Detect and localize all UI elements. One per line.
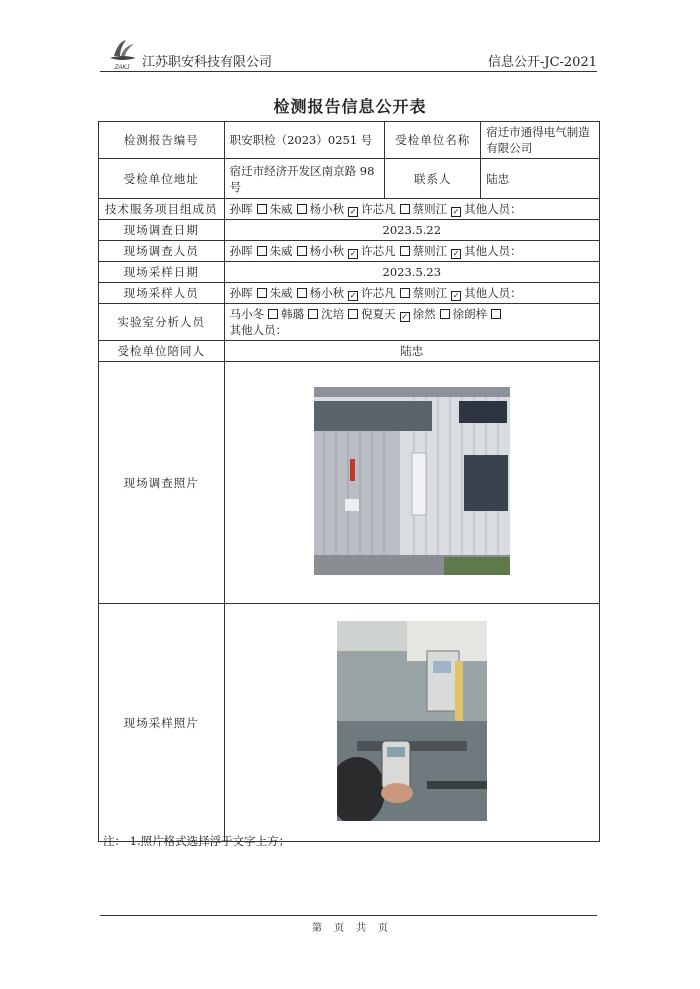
unchecked-box-icon <box>257 288 267 298</box>
sample-photo-cell <box>224 604 599 842</box>
table-row <box>99 362 600 604</box>
person-entry: 韩璐 <box>281 307 305 321</box>
unchecked-box-icon <box>308 309 318 319</box>
page-title: 检测报告信息公开表 <box>273 97 427 116</box>
survey-photo-label: 现场调查照片 <box>99 362 225 604</box>
contact-label: 联系人 <box>385 159 481 199</box>
checked-box-icon: ✓ <box>349 207 357 216</box>
person-entry: 许芯凡 <box>361 244 396 258</box>
person-entry: 朱威 <box>269 202 293 216</box>
person-entry: 沈培 <box>321 307 345 321</box>
sample-photo-label: 现场采样照片 <box>99 604 225 842</box>
person-entry: 徐然 <box>412 307 436 321</box>
sample-photo <box>337 621 487 821</box>
checked-box-icon: ✓ <box>349 249 357 258</box>
page-header <box>100 36 597 72</box>
sample-staff <box>224 283 599 304</box>
lab-other-staff: 其他人员： <box>229 323 288 337</box>
team-label: 技术服务项目组成员 <box>99 199 225 220</box>
accompany-label: 受检单位陪同人 <box>99 341 225 362</box>
survey-date-label: 现场调查日期 <box>99 220 225 241</box>
person-entry: 其他人员： <box>464 202 522 216</box>
person-entry: 孙晖 <box>229 286 253 300</box>
table-row <box>99 241 600 262</box>
page-label-3: 共 <box>356 923 366 934</box>
person-entry: 蔡则江 <box>412 244 448 258</box>
survey-photo-cell <box>224 362 599 604</box>
unchecked-box-icon <box>491 309 501 319</box>
person-entry: 杨小秋 <box>309 244 345 258</box>
page-label-4: 页 <box>378 923 388 934</box>
unchecked-box-icon <box>297 288 307 298</box>
sample-date-label: 现场采样日期 <box>99 262 225 283</box>
unchecked-box-icon <box>268 309 278 319</box>
survey-staff-label: 现场调查人员 <box>99 241 225 262</box>
unchecked-box-icon <box>257 246 267 256</box>
unit-name-value: 宿迁市通得电气制造有限公司 <box>481 122 600 159</box>
unit-name-label: 受检单位名称 <box>385 122 481 159</box>
person-entry: 马小冬 <box>229 307 265 321</box>
checked-box-icon: ✓ <box>452 207 460 216</box>
table-row <box>99 159 600 199</box>
person-entry: 许芯凡 <box>361 202 396 216</box>
person-entry: 倪夏天 <box>361 307 396 321</box>
address-value: 宿迁市经济开发区南京路 98 号 <box>224 159 385 199</box>
person-entry: 杨小秋 <box>309 202 345 216</box>
table-row <box>99 304 600 341</box>
footnote: 注： 1.照片格式选择浮于文字上方； <box>103 834 291 848</box>
company-name: 江苏职安科技有限公司 <box>142 55 273 70</box>
document-code: 信息公开-JC-2021 <box>487 55 597 70</box>
person-entry: 朱威 <box>269 286 293 300</box>
sample-date-value: 2023.5.23 <box>224 262 599 283</box>
person-entry: 孙晖 <box>229 244 253 258</box>
lab-staff-line <box>230 306 594 322</box>
checked-box-icon: ✓ <box>452 291 460 300</box>
checked-box-icon: ✓ <box>452 249 460 258</box>
table-row <box>99 604 600 842</box>
page-footer <box>0 919 700 934</box>
survey-date-value: 2023.5.22 <box>224 220 599 241</box>
survey-photo <box>314 387 510 575</box>
company-logo-icon <box>104 36 140 72</box>
team-members <box>224 199 599 220</box>
report-no-value: 职安职检（2023）0251 号 <box>224 122 385 159</box>
person-entry: 其他人员： <box>464 244 522 258</box>
page-label-2: 页 <box>334 923 344 934</box>
header-rule <box>100 71 597 72</box>
lab-staff <box>224 304 599 341</box>
address-label: 受检单位地址 <box>99 159 225 199</box>
sample-staff-label: 现场采样人员 <box>99 283 225 304</box>
svg-text:ZAKJ: ZAKJ <box>114 65 130 71</box>
table-row <box>99 122 600 159</box>
unchecked-box-icon <box>400 246 410 256</box>
lab-staff-label: 实验室分析人员 <box>99 304 225 341</box>
person-entry: 孙晖 <box>229 202 253 216</box>
unchecked-box-icon <box>257 204 267 214</box>
table-row <box>99 283 600 304</box>
unchecked-box-icon <box>348 309 358 319</box>
person-entry: 朱威 <box>269 244 293 258</box>
table-row <box>99 220 600 241</box>
unchecked-box-icon <box>400 204 410 214</box>
unchecked-box-icon <box>297 246 307 256</box>
accompany-value: 陆忠 <box>224 341 599 362</box>
report-info-table <box>98 121 600 842</box>
person-entry: 蔡则江 <box>412 286 448 300</box>
unchecked-box-icon <box>400 288 410 298</box>
unchecked-box-icon <box>440 309 450 319</box>
checked-box-icon: ✓ <box>401 312 408 321</box>
footer-rule <box>100 915 597 916</box>
unchecked-box-icon <box>297 204 307 214</box>
page-label-1: 第 <box>312 923 322 934</box>
contact-value: 陆忠 <box>481 159 600 199</box>
person-entry: 蔡则江 <box>412 202 448 216</box>
table-row <box>99 199 600 220</box>
person-entry: 杨小秋 <box>309 286 345 300</box>
person-entry: 徐朗梓 <box>452 307 488 321</box>
person-entry: 其他人员： <box>464 286 522 300</box>
survey-staff <box>224 241 599 262</box>
table-row <box>99 341 600 362</box>
person-entry: 许芯凡 <box>361 286 396 300</box>
report-no-label: 检测报告编号 <box>99 122 225 159</box>
checked-box-icon: ✓ <box>349 291 357 300</box>
table-row <box>99 262 600 283</box>
